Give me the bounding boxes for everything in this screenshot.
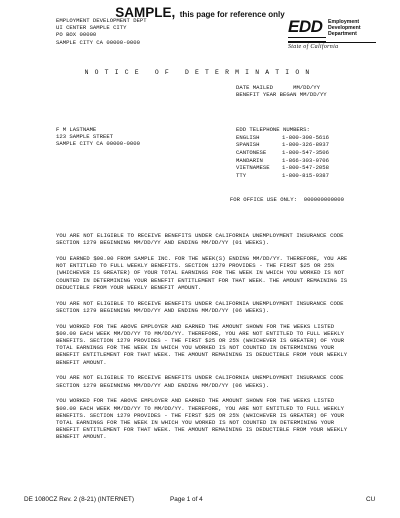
edd-logo-line: Employment (328, 19, 360, 25)
edd-logo-line: Development (328, 25, 361, 31)
phone-lang: CANTONESE (236, 149, 267, 157)
phone-number: 1-800-547-2058 (282, 164, 329, 172)
edd-logo (288, 18, 378, 52)
date-mailed-row (236, 84, 327, 91)
determination-paragraph: YOU EARNED $00.00 FROM SAMPLE INC. FOR THE WEEK(S) ENDING MM/DD/YY. THEREFORE, YOU ARE NOT ENTITLED TO FULL WEEKLY BENEFITS. SECTION 1279 PROVIDES - THE FIRST $25 OR 25% (WHICHEVER IS GREATER) OF YOUR TOTAL EARNINGS FOR THE WEEK IN WHICH YOU WORKED IS NOT COUNTED IN DETERMINING YOUR BENEFIT ENTITLEMENT FOR THAT WEEK. THE AMOUNT REMAINING IS DEDUCTIBLE FROM YOUR WEEKLY BENEFIT AMOUNT. (56, 255, 348, 291)
notice-dates (236, 84, 327, 98)
sender-address (56, 17, 147, 46)
determination-paragraph: YOU ARE NOT ELIGIBLE TO RECEIVE BENEFITS UNDER CALIFORNIA UNEMPLOYMENT INSURANCE CODE SECTION 1279 BEGINNING MM/DD/YY AND ENDING MM/DD/YY (06 WEEKS). (56, 374, 344, 389)
edd-logo-line: Department (328, 31, 357, 37)
determination-paragraph: YOU WORKED FOR THE ABOVE EMPLOYER AND EARNED THE AMOUNT SHOWN FOR THE WEEKS LISTED $00.00 EACH WEEK MM/DD/YY TO MM/DD/YY. THEREFORE, YOU ARE NOT ENTITLED TO FULL WEEKLY BENEFITS. SECTION 1279 PROVIDES - THE FIRST $25 OR 25% (WHICHEVER IS GREATER) OF YOUR TOTAL EARNINGS FOR THE WEEK IN WHICH YOU WORKED IS NOT COUNTED IN DETERMINING YOUR BENEFIT ENTITLEMENT FOR THAT WEEK. THE AMOUNT REMAINING IS DEDUCTIBLE FROM YOUR WEEKLY BENEFIT AMOUNT. (56, 397, 348, 441)
claimant-address (56, 126, 140, 148)
date-mailed-value: MM/DD/YY (293, 84, 320, 91)
phone-lang: SPANISH (236, 141, 260, 149)
determination-paragraph: YOU ARE NOT ELIGIBLE TO RECEIVE BENEFITS UNDER CALIFORNIA UNEMPLOYMENT INSURANCE CODE SECTION 1279 BEGINNING MM/DD/YY AND ENDING MM/DD/YY (06 WEEKS). (56, 299, 344, 314)
claimant-name: F M LASTNAME (56, 126, 97, 133)
page-footer (0, 496, 400, 506)
phone-number: 1-800-547-3506 (282, 149, 329, 157)
phone-heading: EDD TELEPHONE NUMBERS: (236, 126, 310, 133)
claimant-street: 123 SAMPLE STREET (56, 133, 114, 141)
claimant-city: SAMPLE CITY CA 00000-0000 (56, 140, 140, 148)
phone-numbers (236, 126, 329, 180)
phone-lang: ENGLISH (236, 133, 260, 141)
phone-number: 1-800-815-9387 (282, 172, 329, 180)
sender-line: PO BOX 00000 (56, 31, 97, 39)
sender-line: EMPLOYMENT DEVELOPMENT DEPT (56, 17, 147, 24)
phone-row (236, 141, 329, 149)
phone-number: 1-800-326-8937 (282, 141, 329, 149)
edd-logo-mark: EDD (288, 17, 323, 36)
phone-row (236, 157, 329, 165)
phone-lang: TTY (236, 172, 247, 180)
phone-row (236, 134, 329, 142)
page-number: Page 1 of 4 (170, 496, 203, 503)
office-use-line: FOR OFFICE USE ONLY: 000000000000 (229, 196, 344, 203)
sender-line: SAMPLE CITY CA 00000-0000 (56, 38, 140, 46)
determination-body (56, 232, 354, 449)
sample-label: SAMPLE, (115, 5, 176, 20)
sender-line: UI CENTER SAMPLE CITY (56, 24, 127, 32)
phone-row (236, 164, 329, 172)
phone-lang: MANDARIN (236, 156, 263, 164)
date-mailed-label: DATE MAILED (236, 84, 273, 91)
determination-paragraph: YOU WORKED FOR THE ABOVE EMPLOYER AND EARNED THE AMOUNT SHOWN FOR THE WEEKS LISTED $00.00 EACH WEEK MM/DD/YY TO MM/DD/YY. THEREFORE, YOU ARE NOT ENTITLED TO FULL WEEKLY BENEFITS. SECTION 1279 PROVIDES - THE FIRST $25 OR 25% (WHICHEVER IS GREATER) OF YOUR TOTAL EARNINGS FOR THE WEEK IN WHICH YOU WORKED IS NOT COUNTED IN DETERMINING YOUR BENEFIT ENTITLEMENT FOR THAT WEEK. THE AMOUNT REMAINING IS DEDUCTIBLE FROM YOUR WEEKLY BENEFIT AMOUNT. (56, 322, 348, 366)
benefit-year-label: BENEFIT YEAR BEGAN (236, 91, 297, 99)
phone-row (236, 172, 329, 180)
benefit-year-value: MM/DD/YY (299, 91, 327, 99)
phone-lang: VIETNAMESE (236, 164, 270, 172)
edd-logo-state: State of California (288, 42, 376, 50)
phone-number: 1-866-303-0706 (282, 156, 329, 164)
benefit-year-row (236, 91, 327, 98)
form-number: DE 1080CZ Rev. 2 (8-21) (INTERNET) (24, 496, 134, 503)
footer-code: CU (366, 496, 376, 503)
page-title: NOTICE OF DETERMINATION (84, 69, 316, 76)
phone-row (236, 149, 329, 157)
sample-note: this page for reference only (179, 10, 285, 19)
edd-logo-text (328, 19, 361, 37)
phone-number: 1-800-300-5616 (282, 133, 329, 141)
determination-paragraph: YOU ARE NOT ELIGIBLE TO RECEIVE BENEFITS UNDER CALIFORNIA UNEMPLOYMENT INSURANCE CODE SECTION 1279 BEGINNING MM/DD/YY AND ENDING MM/DD/YY (01 WEEKS). (56, 232, 344, 247)
